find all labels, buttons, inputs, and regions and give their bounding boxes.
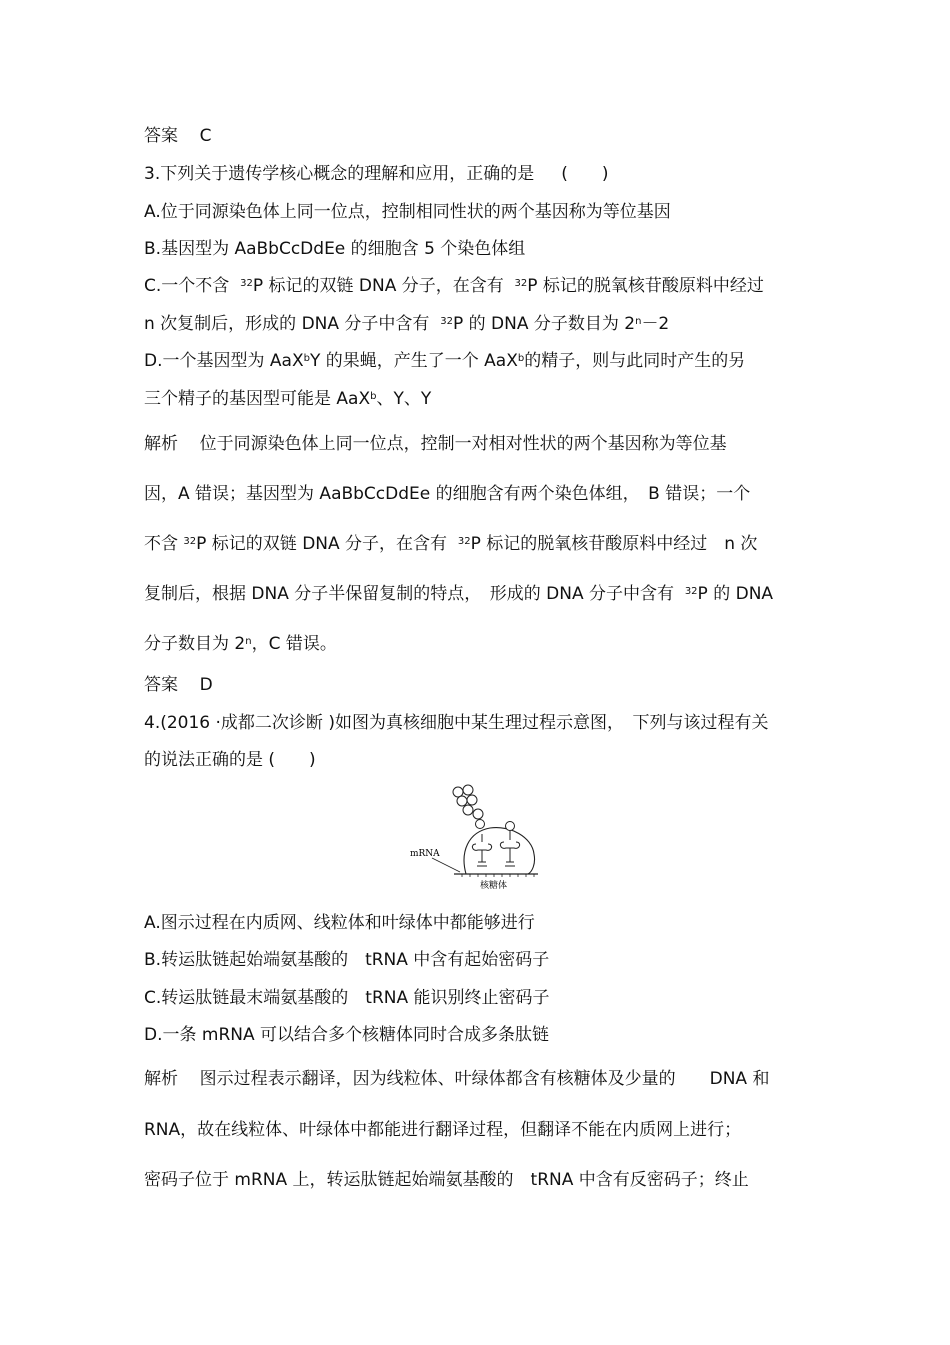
ribosome-body: [464, 828, 534, 874]
analysis-3-line4: 复制后，根据 DNA 分子半保留复制的特点， 形成的 DNA 分子中含有 $^{32}$P 的 DNA: [144, 584, 774, 604]
q4-option-d: D.一条 mRNA 可以结合多个核糖体同时合成多条肽链: [144, 1025, 550, 1045]
mrna-label: mRNA: [410, 849, 440, 859]
q3-option-c-line2: n 次复制后，形成的 DNA 分子中含有 $^{32}$P 的 DNA 分子数目为 $2^n-2$: [144, 314, 670, 334]
answer-paren: ( ): [561, 164, 609, 184]
analysis-4-line3: 密码子位于 mRNA 上，转运肽链起始端氨基酸的 tRNA 中含有反密码子；终止: [144, 1170, 749, 1190]
q4-option-a: A.图示过程在内质网、线粒体和叶绿体中都能够进行: [144, 913, 535, 933]
q3-option-c-line1: C.一个不含 $^{32}$P 标记的双链 DNA 分子，在含有 $^{32}$P 标记的脱氧核苷酸原料中经过: [144, 276, 764, 296]
question-4-stem-line1: 4.(2016 ·成都二次诊断 )如图为真核细胞中某生理过程示意图， 下列与该过程有关: [144, 713, 769, 733]
answer-label: 答案: [144, 126, 178, 146]
analysis-3-line2: 因，A 错误；基因型为 AaBbCcDdEe 的细胞含有两个染色体组， B 错误；一个: [144, 484, 751, 504]
translation-diagram: [410, 782, 540, 894]
ribosome-label: 核糖体: [480, 881, 508, 891]
analysis-label: 解析: [144, 434, 178, 454]
analysis-4-line1: 解析 图示过程表示翻译，因为线粒体、叶绿体都含有核糖体及少量的 DNA 和: [144, 1069, 770, 1089]
mrna-pointer: [432, 858, 460, 872]
q3-option-d-line2: 三个精子的基因型可能是 AaX$^b$、Y、Y: [144, 389, 432, 409]
analysis-4-line2: RNA，故在线粒体、叶绿体中都能进行翻译过程，但翻译不能在内质网上进行；: [144, 1120, 742, 1140]
analysis-3-line5: 分子数目为 2$^n$，C 错误。: [144, 634, 337, 654]
analysis-3-line1: 解析 位于同源染色体上同一位点，控制一对相对性状的两个基因称为等位基: [144, 434, 727, 454]
question-4-stem-line2: 的说法正确的是 ( ): [144, 750, 316, 770]
q3-option-b: B.基因型为 AaBbCcDdEe 的细胞含 5 个染色体组: [144, 239, 526, 259]
q4-option-c: C.转运肽链最末端氨基酸的 tRNA 能识别终止密码子: [144, 988, 550, 1008]
q3-option-a: A.位于同源染色体上同一位点，控制相同性状的两个基因称为等位基因: [144, 202, 671, 222]
stem-text: 3.下列关于遗传学核心概念的理解和应用，正确的是: [144, 164, 535, 184]
polypeptide-chain: [453, 785, 485, 829]
q4-option-b: B.转运肽链起始端氨基酸的 tRNA 中含有起始密码子: [144, 950, 550, 970]
answer-value: C: [199, 126, 212, 146]
answer-line: [144, 124, 212, 148]
q3-option-d-line1: D.一个基因型为 AaX$^b$Y 的果蝇，产生了一个 AaX$^b$的精子，则与此同时产生的另: [144, 351, 746, 371]
question-3-stem: [144, 162, 609, 186]
answer-line-2: 答案 D: [144, 675, 213, 695]
analysis-3-line3: 不含 $^{32}$P 标记的双链 DNA 分子，在含有 $^{32}$P 标记的脱氧核苷酸原料中经过 n 次: [144, 534, 758, 554]
